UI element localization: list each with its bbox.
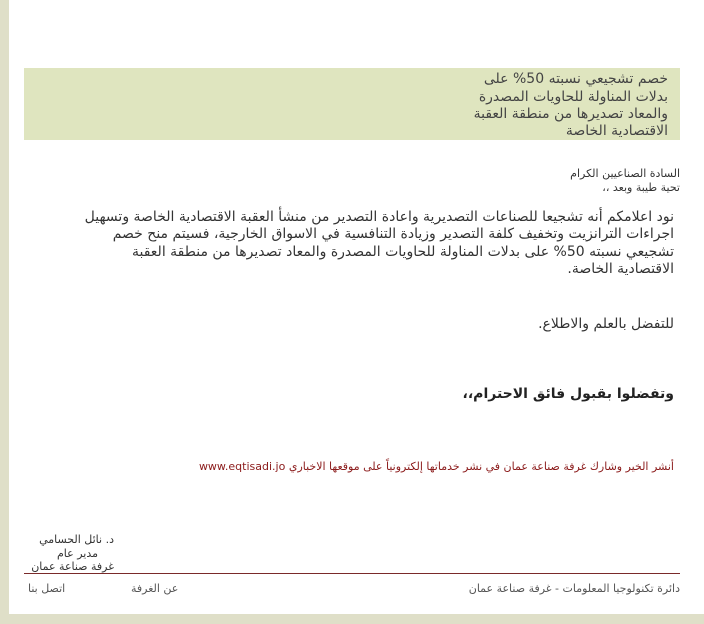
salutation: السادة الصناعيين الكرام (570, 167, 680, 180)
share-site-link[interactable]: www.eqtisadi.jo (198, 460, 286, 473)
signature-role: مدير عام (56, 547, 98, 560)
footer-department: دائرة تكنولوجيا المعلومات - غرفة صناعة عمان (468, 582, 680, 595)
share-text: أنشر الخير وشارك غرفة صناعة عمان في نشر خدماتها إلكترونياً على موقعها الاخباري (288, 460, 674, 473)
signature-name: د. نائل الحسامي (39, 533, 114, 546)
paragraph-line-4: الاقتصادية الخاصة. (567, 261, 674, 277)
footer-contact-link[interactable]: اتصل بنا (28, 582, 66, 595)
headline-line-4: الاقتصادية الخاصة (565, 123, 668, 139)
page-frame-left (0, 0, 9, 624)
headline-box (24, 68, 680, 140)
paragraph-line-2: اجراءات الترانزيت وتخفيف كلفة التصدير وزيادة التنافسية في الاسواق الخارجية، فسيتم منح خصم (112, 226, 674, 242)
headline-line-2: بدلات المناولة للحاويات المصدرة (478, 89, 668, 105)
headline-line-3: والمعاد تصديرها من منطقة العقبة (473, 106, 668, 122)
share-notice (199, 460, 674, 473)
closing-line: وتفضلوا بقبول فائق الاحترام،، (462, 386, 674, 402)
greeting: تحية طيبة وبعد ،، (602, 181, 680, 194)
page-frame-bottom (0, 614, 704, 624)
headline-line-1: خصم تشجيعي نسبته 50% على (483, 71, 668, 87)
footer-divider (24, 573, 680, 574)
paragraph-line-3: تشجيعي نسبته 50% على بدلات المناولة للحاويات المصدرة والمعاد تصديرها من منطقة العقبة (131, 244, 674, 260)
signature-org: غرفة صناعة عمان (31, 560, 114, 573)
paragraph-line-1: نود اعلامكم أنه تشجيعا للصناعات التصديرية واعادة التصدير من منشأ العقبة الاقتصادية الخاصة وتسهيل (84, 209, 674, 225)
notice-line: للتفضل بالعلم والاطلاع. (538, 316, 674, 332)
footer-about-link[interactable]: عن الغرفة (131, 582, 179, 595)
